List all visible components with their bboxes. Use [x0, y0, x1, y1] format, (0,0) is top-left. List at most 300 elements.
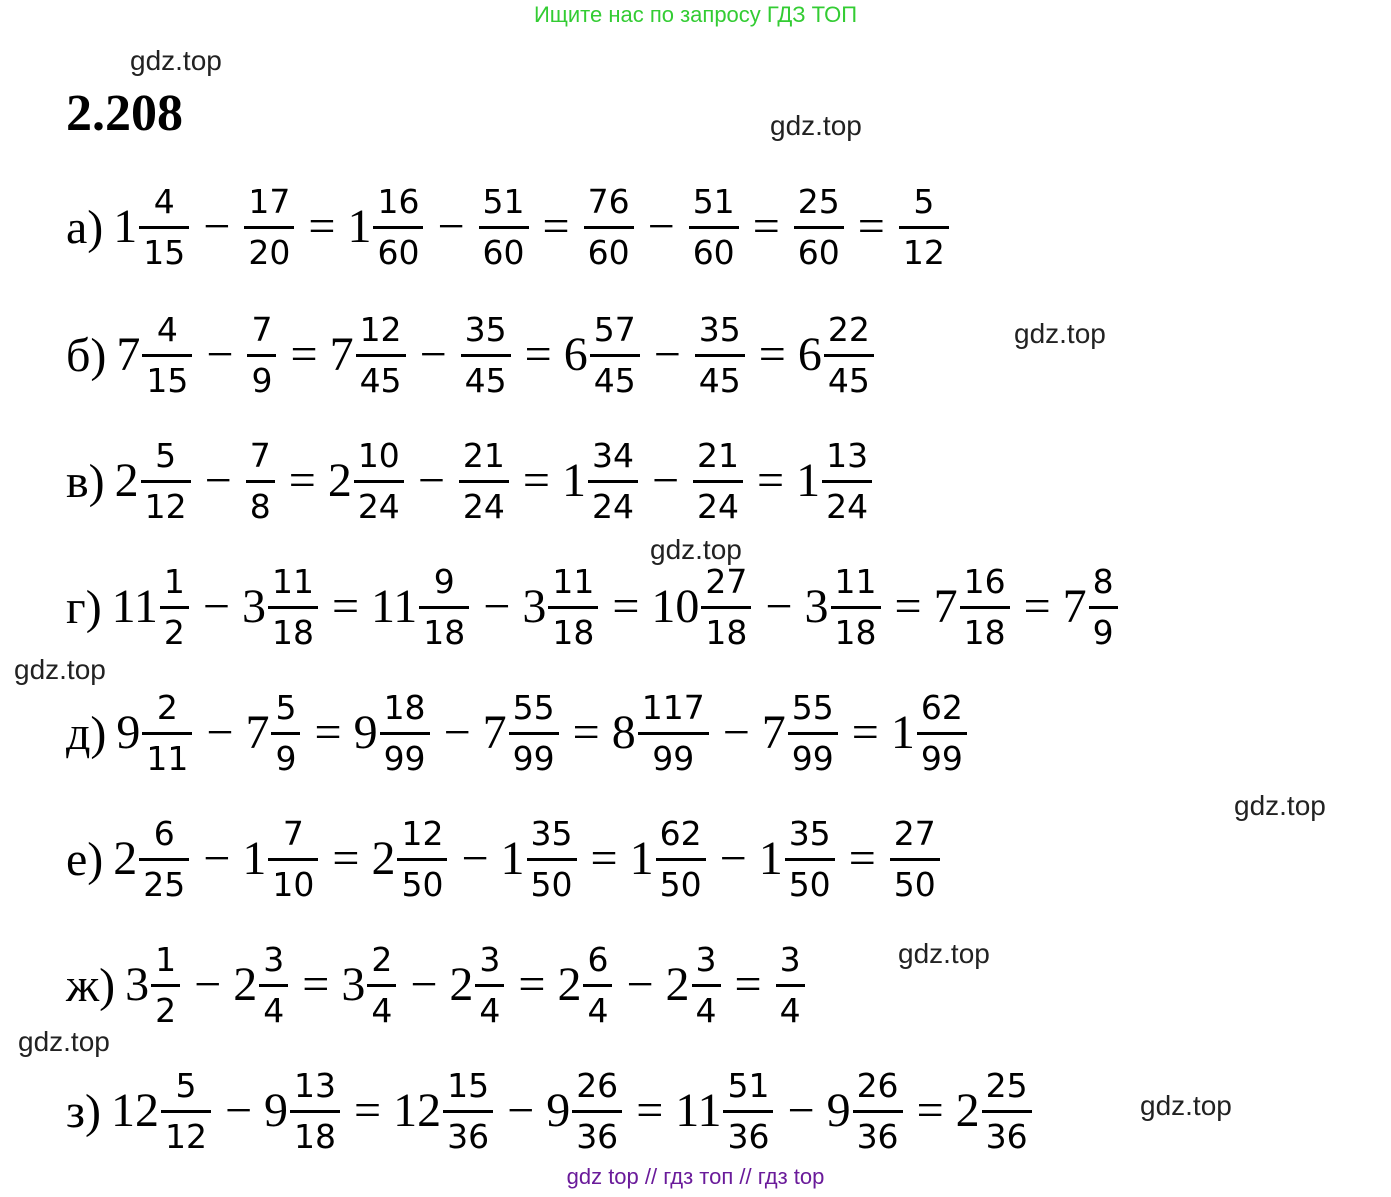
numerator: 3: [479, 939, 501, 979]
fraction-body: [142, 688, 192, 778]
whole-part: 1: [629, 832, 654, 885]
equals-sign: =: [288, 454, 316, 507]
numerator: 76: [587, 181, 630, 221]
denominator: 45: [827, 360, 870, 400]
minus-sign: −: [651, 454, 680, 507]
whole-part: 11: [371, 580, 418, 633]
fraction-bar: [831, 606, 881, 609]
fraction-bar: [380, 732, 430, 735]
fraction-body: [290, 1066, 340, 1156]
denominator: 4: [695, 990, 717, 1030]
denominator: 4: [263, 990, 285, 1030]
numerator: 18: [383, 687, 426, 727]
fraction-bar: [356, 354, 406, 357]
equals-sign: =: [332, 832, 360, 885]
whole-part: 9: [546, 1084, 571, 1137]
denominator: 9: [275, 738, 297, 778]
denominator: 18: [294, 1116, 337, 1156]
whole-part: 2: [665, 958, 690, 1011]
fraction-bar: [853, 1110, 903, 1113]
numerator: 27: [705, 561, 748, 601]
fraction-bar: [527, 858, 577, 861]
mixed-number: [827, 1066, 905, 1156]
fraction-bar: [695, 354, 745, 357]
denominator: 36: [856, 1116, 899, 1156]
minus-sign: −: [507, 1084, 535, 1137]
equals-sign: =: [314, 706, 342, 759]
equals-sign: =: [757, 454, 785, 507]
whole-part: 10: [651, 580, 700, 633]
equals-sign: =: [734, 958, 762, 1011]
equals-sign: =: [524, 328, 552, 381]
fraction-bar: [788, 732, 838, 735]
denominator: 50: [401, 864, 444, 904]
numerator: 16: [377, 181, 420, 221]
equals-sign: =: [308, 200, 336, 253]
numerator: 7: [282, 813, 304, 853]
fraction-body: [354, 436, 404, 526]
equals-sign: =: [542, 200, 570, 253]
fraction-bar: [982, 1110, 1032, 1113]
mixed-number: [328, 436, 406, 526]
whole-part: 2: [113, 832, 138, 885]
denominator: 36: [576, 1116, 619, 1156]
fraction-bar: [960, 606, 1010, 609]
numerator: 51: [692, 181, 735, 221]
watermark: gdz.top: [14, 654, 106, 685]
minus-sign: −: [202, 580, 230, 633]
mixed-number: [125, 940, 182, 1030]
fraction-body: [960, 562, 1010, 652]
fraction-bar: [548, 606, 598, 609]
denominator: 99: [920, 738, 963, 778]
equals-sign: =: [851, 706, 879, 759]
mixed-number: [264, 1066, 342, 1156]
minus-sign: −: [203, 832, 231, 885]
denominator: 8: [249, 486, 271, 526]
mixed-number: [242, 562, 320, 652]
denominator: 24: [591, 486, 634, 526]
denominator: 2: [155, 990, 177, 1030]
whole-part: 2: [449, 958, 474, 1011]
watermark: gdz.top: [650, 534, 742, 565]
minus-sign: −: [204, 454, 232, 507]
watermark: gdz.top: [1014, 318, 1106, 349]
numerator: 62: [659, 813, 702, 853]
equals-sign: =: [612, 580, 640, 633]
fraction-bar: [367, 984, 396, 987]
minus-sign: −: [417, 454, 445, 507]
numerator: 57: [593, 309, 636, 349]
denominator: 45: [593, 360, 636, 400]
numerator: 35: [788, 813, 831, 853]
numerator: 27: [893, 813, 936, 853]
numerator: 6: [153, 813, 175, 853]
mixed-number: [116, 688, 194, 778]
whole-part: 11: [675, 1084, 722, 1137]
equals-sign: =: [857, 200, 885, 253]
denominator: 99: [383, 738, 426, 778]
denominator: 99: [652, 738, 695, 778]
fraction-bar: [161, 1110, 211, 1113]
fraction-body: [161, 1066, 211, 1156]
whole-part: 1: [113, 200, 138, 253]
mixed-number: [483, 688, 561, 778]
whole-part: 12: [110, 1084, 159, 1137]
fraction-bar: [475, 984, 504, 987]
denominator: 45: [698, 360, 741, 400]
fraction-bar: [509, 732, 559, 735]
fraction: [244, 436, 277, 526]
whole-part: 7: [482, 706, 507, 759]
watermark: gdz.top: [770, 110, 862, 141]
problem-number: 2.208: [66, 85, 183, 142]
fraction-body: [824, 310, 874, 400]
numerator: 26: [856, 1065, 899, 1105]
fraction-bar: [244, 226, 294, 229]
equation-line: [66, 814, 942, 904]
fraction-body: [695, 310, 745, 400]
numerator: 22: [827, 309, 870, 349]
numerator: 13: [294, 1065, 337, 1105]
denominator: 50: [893, 864, 936, 904]
minus-sign: −: [719, 832, 747, 885]
equals-sign: =: [1023, 580, 1051, 633]
fraction-bar: [141, 480, 191, 483]
whole-part: 2: [114, 454, 139, 507]
fraction: [459, 310, 513, 400]
equals-sign: =: [894, 580, 922, 633]
mixed-number: [393, 1066, 495, 1156]
denominator: 36: [447, 1116, 490, 1156]
denominator: 12: [144, 486, 187, 526]
denominator: 9: [1092, 612, 1114, 652]
numerator: 34: [591, 435, 634, 475]
whole-part: 7: [245, 706, 270, 759]
fraction-body: [527, 814, 577, 904]
fraction-bar: [139, 858, 189, 861]
minus-sign: −: [203, 200, 231, 253]
mixed-number: [113, 814, 191, 904]
fraction-bar: [701, 606, 751, 609]
numerator: 11: [834, 561, 877, 601]
denominator: 50: [530, 864, 573, 904]
fraction-body: [380, 688, 430, 778]
equals-sign: =: [572, 706, 600, 759]
fraction-body: [692, 940, 721, 1030]
equals-sign: =: [758, 328, 786, 381]
denominator: 45: [464, 360, 507, 400]
mixed-number: [557, 940, 614, 1030]
mixed-number: [798, 310, 876, 400]
watermark: gdz.top: [1140, 1090, 1232, 1121]
fraction-bar: [246, 480, 275, 483]
minus-sign: −: [647, 200, 675, 253]
fraction-body: [246, 436, 275, 526]
denominator: 60: [587, 232, 630, 272]
minus-sign: −: [653, 328, 681, 381]
mixed-number: [612, 688, 711, 778]
fraction-bar: [794, 226, 844, 229]
fraction-body: [831, 562, 881, 652]
numerator: 5: [913, 181, 935, 221]
mixed-number: [666, 940, 723, 1030]
numerator: 117: [641, 687, 705, 727]
mixed-number: [1063, 562, 1120, 652]
fraction: [477, 182, 531, 272]
fraction-bar: [824, 354, 874, 357]
whole-part: 2: [327, 454, 352, 507]
denominator: 18: [423, 612, 466, 652]
fraction-body: [356, 310, 406, 400]
footer-watermark: gdz top // гдз топ // гдз top: [566, 1164, 825, 1189]
fraction-bar: [890, 858, 940, 861]
equals-sign: =: [331, 580, 360, 633]
fraction-body: [822, 436, 872, 526]
numerator: 12: [359, 309, 402, 349]
fraction: [888, 814, 942, 904]
fraction-body: [151, 940, 180, 1030]
fraction: [691, 436, 745, 526]
equals-sign: =: [518, 958, 546, 1011]
mixed-number: [651, 562, 753, 652]
fraction-bar: [899, 226, 949, 229]
numerator: 51: [727, 1065, 770, 1105]
minus-sign: −: [437, 200, 465, 253]
mixed-number: [330, 310, 408, 400]
numerator: 7: [251, 309, 273, 349]
fraction-body: [160, 562, 189, 652]
item-label: з): [66, 1084, 101, 1138]
numerator: 26: [576, 1065, 619, 1105]
denominator: 60: [692, 232, 735, 272]
denominator: 24: [357, 486, 400, 526]
watermark: gdz.top: [898, 938, 990, 969]
fraction-bar: [572, 1110, 622, 1113]
fraction-body: [509, 688, 559, 778]
whole-part: 1: [242, 832, 267, 885]
fraction-body: [373, 182, 423, 272]
whole-part: 1: [796, 454, 821, 507]
fraction-body: [419, 562, 469, 652]
fraction-bar: [461, 354, 511, 357]
fraction-bar: [271, 732, 300, 735]
item-label: в): [66, 454, 105, 508]
denominator: 15: [143, 232, 186, 272]
numerator: 1: [163, 561, 185, 601]
denominator: 24: [462, 486, 505, 526]
minus-sign: −: [483, 580, 511, 633]
watermark: gdz.top: [1234, 790, 1326, 821]
mixed-number: [116, 310, 194, 400]
whole-part: 3: [241, 580, 266, 633]
mixed-number: [242, 814, 320, 904]
whole-part: 7: [1062, 580, 1087, 633]
watermark: gdz.top: [18, 1026, 110, 1057]
numerator: 15: [447, 1065, 490, 1105]
whole-part: 2: [371, 832, 396, 885]
fraction-body: [268, 814, 318, 904]
mixed-number: [501, 814, 579, 904]
whole-part: 7: [933, 580, 958, 633]
fraction-body: [443, 1066, 493, 1156]
equation-line: [66, 182, 951, 272]
fraction-bar: [373, 226, 423, 229]
minus-sign: −: [765, 580, 793, 633]
fraction-bar: [443, 1110, 493, 1113]
fraction-bar: [259, 984, 288, 987]
fraction-body: [268, 562, 318, 652]
denominator: 60: [377, 232, 420, 272]
fraction-body: [584, 182, 634, 272]
fraction-bar: [290, 1110, 340, 1113]
fraction-body: [139, 182, 189, 272]
numerator: 16: [963, 561, 1006, 601]
equation-line: [66, 562, 1120, 652]
fraction-bar: [142, 732, 192, 735]
fraction-bar: [693, 480, 743, 483]
numerator: 3: [263, 939, 285, 979]
whole-part: 9: [826, 1084, 851, 1137]
whole-part: 12: [393, 1084, 442, 1137]
fraction: [245, 310, 278, 400]
whole-part: 3: [341, 958, 366, 1011]
fraction-body: [475, 940, 504, 1030]
item-label: д): [66, 706, 107, 760]
numerator: 5: [275, 687, 297, 727]
numerator: 5: [155, 435, 177, 475]
denominator: 60: [482, 232, 525, 272]
denominator: 18: [552, 612, 595, 652]
fraction: [792, 182, 846, 272]
fraction-body: [572, 1066, 622, 1156]
whole-part: 6: [563, 328, 588, 381]
equals-sign: =: [636, 1084, 664, 1137]
fraction-body: [899, 182, 949, 272]
minus-sign: −: [194, 958, 222, 1011]
mixed-number: [564, 310, 642, 400]
fraction: [242, 182, 296, 272]
equals-sign: =: [752, 200, 780, 253]
fraction-body: [271, 688, 300, 778]
denominator: 15: [146, 360, 189, 400]
fraction-body: [785, 814, 835, 904]
whole-part: 1: [347, 200, 372, 253]
mixed-number: [371, 814, 449, 904]
mixed-number: [245, 688, 302, 778]
fraction-bar: [588, 480, 638, 483]
mixed-number: [805, 562, 883, 652]
mixed-number: [354, 688, 432, 778]
fraction-bar: [590, 354, 640, 357]
numerator: 3: [779, 939, 801, 979]
mixed-number: [347, 182, 425, 272]
equals-sign: =: [290, 328, 318, 381]
numerator: 55: [512, 687, 555, 727]
equals-sign: =: [522, 454, 550, 507]
denominator: 24: [826, 486, 869, 526]
whole-part: 7: [761, 706, 786, 759]
denominator: 9: [251, 360, 273, 400]
denominator: 18: [834, 612, 877, 652]
denominator: 4: [779, 990, 801, 1030]
numerator: 21: [462, 435, 505, 475]
denominator: 45: [359, 360, 402, 400]
numerator: 25: [797, 181, 840, 221]
fraction: [687, 182, 741, 272]
minus-sign: −: [419, 328, 447, 381]
mixed-number: [675, 1066, 775, 1156]
whole-part: 7: [116, 328, 141, 381]
fraction: [897, 182, 951, 272]
fraction-body: [788, 688, 838, 778]
numerator: 21: [697, 435, 740, 475]
denominator: 18: [705, 612, 748, 652]
fraction-bar: [1089, 606, 1118, 609]
denominator: 99: [791, 738, 834, 778]
numerator: 1: [155, 939, 177, 979]
denominator: 50: [788, 864, 831, 904]
fraction-body: [656, 814, 706, 904]
equals-sign: =: [848, 832, 876, 885]
fraction-body: [139, 814, 189, 904]
numerator: 5: [175, 1065, 197, 1105]
minus-sign: −: [443, 706, 471, 759]
whole-part: 9: [353, 706, 378, 759]
denominator: 11: [146, 738, 189, 778]
fraction-body: [701, 562, 751, 652]
equals-sign: =: [302, 958, 330, 1011]
fraction: [457, 436, 511, 526]
whole-part: 1: [500, 832, 525, 885]
mixed-number: [115, 436, 193, 526]
fraction-bar: [354, 480, 404, 483]
fraction-bar: [160, 606, 189, 609]
fraction-body: [548, 562, 598, 652]
item-label: г): [66, 580, 102, 634]
item-label: е): [66, 832, 104, 886]
denominator: 4: [371, 990, 393, 1030]
whole-part: 7: [329, 328, 354, 381]
mixed-number: [449, 940, 506, 1030]
fraction-body: [588, 436, 638, 526]
fraction-bar: [785, 858, 835, 861]
mixed-number: [562, 436, 640, 526]
mixed-number: [546, 1066, 624, 1156]
minus-sign: −: [224, 1084, 253, 1137]
mixed-number: [113, 182, 191, 272]
numerator: 11: [271, 561, 314, 601]
minus-sign: −: [206, 328, 234, 381]
numerator: 7: [249, 435, 271, 475]
fraction-bar: [419, 606, 469, 609]
numerator: 51: [482, 181, 525, 221]
minus-sign: −: [461, 832, 489, 885]
equation-line: [66, 310, 876, 400]
denominator: 36: [985, 1116, 1028, 1156]
minus-sign: −: [787, 1084, 815, 1137]
equals-sign: =: [590, 832, 618, 885]
denominator: 99: [512, 738, 555, 778]
mixed-number: [522, 562, 600, 652]
denominator: 36: [727, 1116, 770, 1156]
fraction-body: [459, 436, 509, 526]
fraction-bar: [656, 858, 706, 861]
whole-part: 3: [522, 580, 547, 633]
fraction-body: [141, 436, 191, 526]
whole-part: 9: [116, 706, 141, 759]
fraction-bar: [397, 858, 447, 861]
